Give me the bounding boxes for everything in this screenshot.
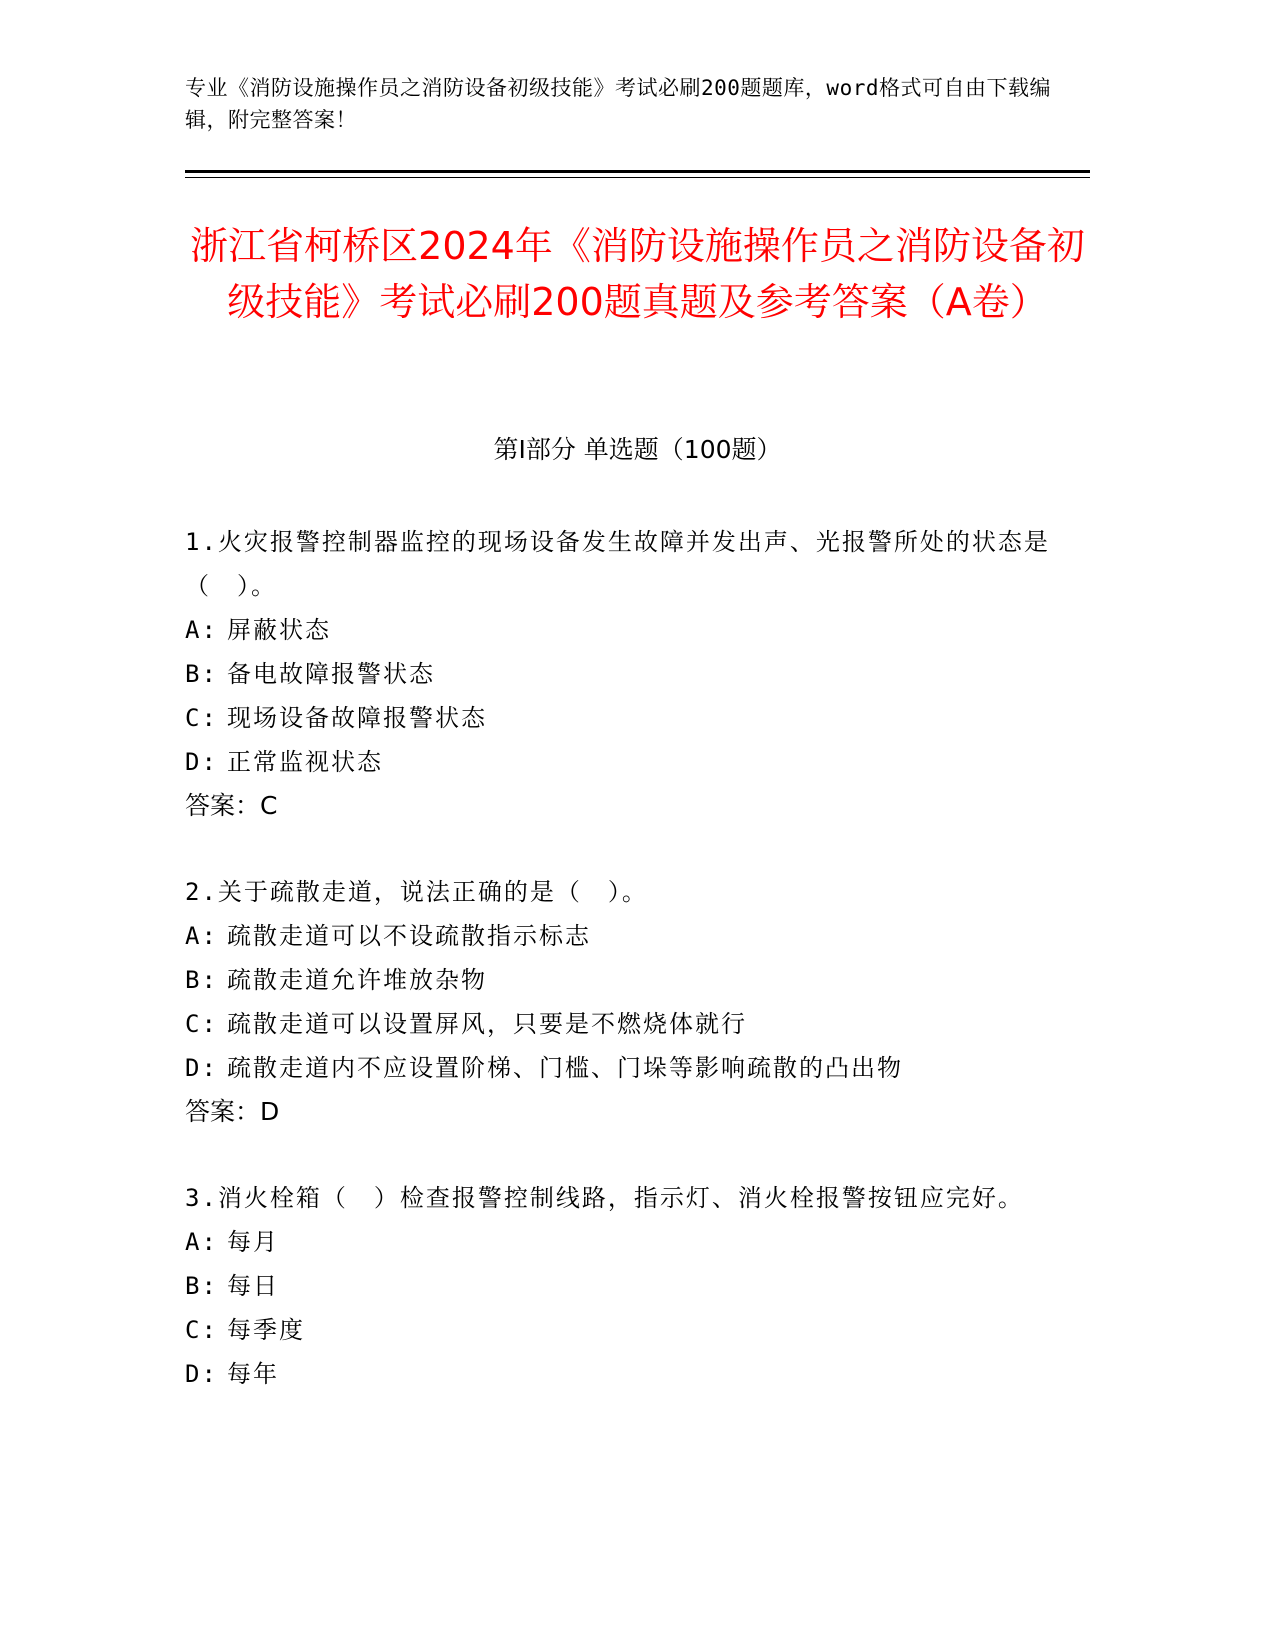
option-key: B: — [185, 660, 218, 688]
section-title: 第I部分 单选题（100题） — [493, 435, 782, 464]
option-text: 每年 — [227, 1360, 279, 1388]
option-key: C: — [185, 704, 218, 732]
option-key: D: — [185, 748, 218, 776]
option-text: 备电故障报警状态 — [227, 660, 435, 688]
option-key: B: — [185, 1272, 218, 1300]
question-list — [185, 520, 1065, 1438]
option-d — [185, 1352, 1065, 1396]
option-key: C: — [185, 1010, 218, 1038]
option-key: D: — [185, 1360, 218, 1388]
option-text: 现场设备故障报警状态 — [227, 704, 487, 732]
option-b — [185, 1264, 1065, 1308]
option-key: D: — [185, 1054, 218, 1082]
option-text: 疏散走道允许堆放杂物 — [227, 966, 487, 994]
question-3 — [185, 1176, 1065, 1396]
option-text: 疏散走道可以设置屏风，只要是不燃烧体就行 — [227, 1010, 747, 1038]
answer-line: 答案：D — [185, 1097, 280, 1126]
option-d — [185, 1046, 1065, 1090]
option-text: 屏蔽状态 — [227, 616, 331, 644]
option-text: 正常监视状态 — [227, 748, 383, 776]
question-text: 1.火灾报警控制器监控的现场设备发生故障并发出声、光报警所处的状态是（ ）。 — [185, 528, 1050, 600]
header-note: 专业《消防设施操作员之消防设备初级技能》考试必刷200题题库，word格式可自由下载编辑，附完整答案！ — [185, 76, 1051, 132]
option-text: 每月 — [227, 1228, 279, 1256]
option-key: B: — [185, 966, 218, 994]
page-title: 浙江省柯桥区2024年《消防设施操作员之消防设备初级技能》考试必刷200题真题及参考答案（A卷） — [190, 224, 1085, 324]
option-text: 每季度 — [227, 1316, 305, 1344]
option-a — [185, 608, 1065, 652]
option-key: A: — [185, 616, 218, 644]
option-c — [185, 696, 1065, 740]
question-2 — [185, 870, 1065, 1134]
option-key: C: — [185, 1316, 218, 1344]
option-text: 疏散走道内不应设置阶梯、门槛、门垛等影响疏散的凸出物 — [227, 1054, 903, 1082]
question-1 — [185, 520, 1065, 828]
option-b — [185, 652, 1065, 696]
header-rule-thin — [185, 177, 1090, 178]
option-text: 每日 — [227, 1272, 279, 1300]
answer-line: 答案：C — [185, 791, 278, 820]
option-key: A: — [185, 922, 218, 950]
option-c — [185, 1308, 1065, 1352]
option-a — [185, 914, 1065, 958]
option-d — [185, 740, 1065, 784]
question-text: 2.关于疏散走道，说法正确的是（ ）。 — [185, 878, 648, 906]
option-b — [185, 958, 1065, 1002]
option-a — [185, 1220, 1065, 1264]
question-text: 3.消火栓箱（ ）检查报警控制线路，指示灯、消火栓报警按钮应完好。 — [185, 1184, 1024, 1212]
option-key: A: — [185, 1228, 218, 1256]
option-c — [185, 1002, 1065, 1046]
header-rule-thick — [185, 170, 1090, 173]
option-text: 疏散走道可以不设疏散指示标志 — [227, 922, 591, 950]
